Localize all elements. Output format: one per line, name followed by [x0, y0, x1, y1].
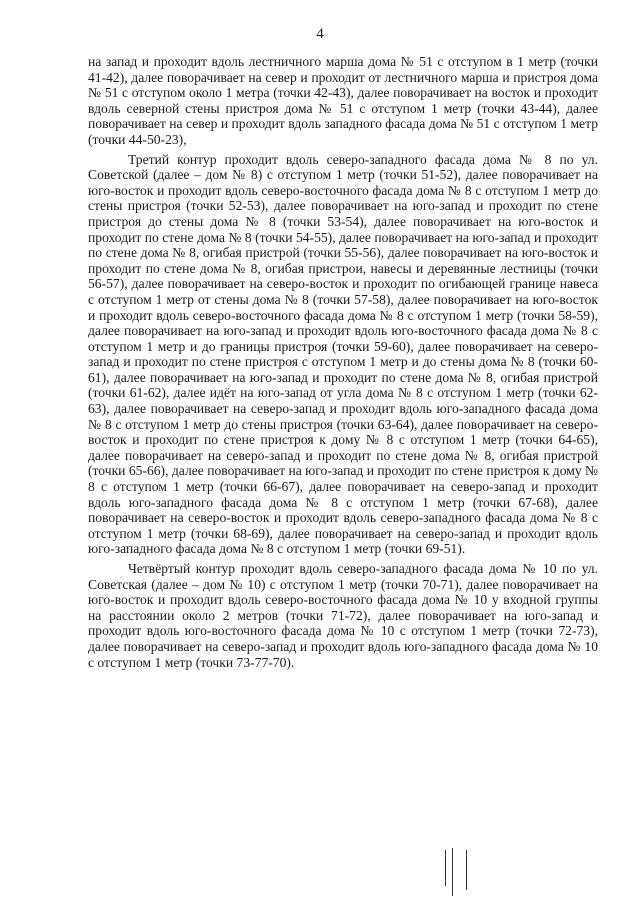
paragraph-contour-three: Третий контур проходит вдоль северо-западного фасада дома № 8 по ул. Советской (далее – дом № 8) с отступом 1 метр (точки 51-52), далее поворачивает на юго-восток и проходит вдоль северо-восточного фасада дома № 8 с отступом 1 метр до стены пристроя (точки 52-53), далее поворачивает на юго-запад и проходит по стене пристроя до стены дома № 8 (точки 53-54), далее поворачивает на юго-восток и проходит по стене дома № 8 (точки 54-55), далее поворачивает на юго-запад и проходит по стене дома № 8, огибая пристрой (точки 55-56), далее поворачивает на юго-восток и проходит по стене дома № 8, огибая пристрои, навесы и деревянные лестницы (точки 56-57), далее поворачивает на северо-восток и проходит по огибающей границе навеса с отступом 1 метр от стены дома № 8 (точки 57-58), далее поворачивает на юго-восток и проходит вдоль северо-восточного фасада дома № 8 с отступом 1 метр (точки 58-59), далее поворачивает на юго-запад и проходит вдоль юго-восточного фасада дома № 8 с отступом 1 метр и до границы пристроя (точки 59-60), далее поворачивает на северо-запад и проходит по стене пристроя с отступом 1 метр и до стены дома № 8 (точки 60-61), далее поворачивает на юго-запад и проходит по стене дома № 8, огибая пристрой (точки 61-62), далее идёт на юго-запад от угла дома № 8 с отступом 1 метр (точки 62-63), далее поворачивает на северо-запад и проходит вдоль юго-западного фасада дома № 8 с отступом 1 метр до стены пристроя (точки 63-64), далее поворачивает на северо-восток и проходит по стене пристроя к дому № 8 с отступом 1 метр (точки 64-65), далее поворачивает на северо-запад и проходит по стене дома № 8, огибая пристрой (точки 65-66), далее поворачивает на юго-запад и проходит по стене пристроя к дому № 8 с отступом 1 метр (точки 66-67), далее поворачивает на северо-запад и проходит вдоль юго-западного фасада дома № 8 с отступом 1 метр (точки 67-68), далее поворачивает на северо-восток и проходит вдоль северо-западного фасада дома № 8 с отступом 1 метр (точки 68-69), далее поворачивает на северо-запад и проходит вдоль юго-западного фасада дома № 8 с отступом 1 метр (точки 69-51). [88, 151, 599, 557]
scan-artifact-line [452, 848, 453, 896]
scan-artifact-line [445, 850, 446, 886]
paragraph-contour-four: Четвёртый контур проходит вдоль северо-западного фасада дома № 10 по ул. Советская (далее – дом № 10) с отступом 1 метр (точки 70-71), далее поворачивает на юго-восток и проходит вдоль северо-восточного фасада дома № 10 у входной группы на расстоянии около 2 метров (точки 71-72), далее поворачивает на юго-запад и проходит вдоль юго-восточного фасада дома № 10 с отступом 1 метр (точки 72-73), далее поворачивает на северо-запад и проходит вдоль юго-западного фасада дома № 10 с отступом 1 метр (точки 73-77-70). [88, 561, 598, 670]
page-number: 4 [316, 26, 324, 42]
document-body [88, 54, 598, 674]
paragraph-contour-two-end: на запад и проходит вдоль лестничного марша дома № 51 с отступом в 1 метр (точки 41-42), далее поворачивает на север и проходит от лестничного марша и пристроя дома № 51 с отступом около 1 метра (точки 42-43), далее поворачивает на восток и проходит вдоль северной стены пристроя дома № 51 с отступом 1 метр (точки 43-44), далее поворачивает на север и проходит вдоль западного фасада дома № 51 с отступом 1 метр (точки 44-50-23), [88, 54, 598, 147]
scan-artifact-line [466, 850, 467, 890]
